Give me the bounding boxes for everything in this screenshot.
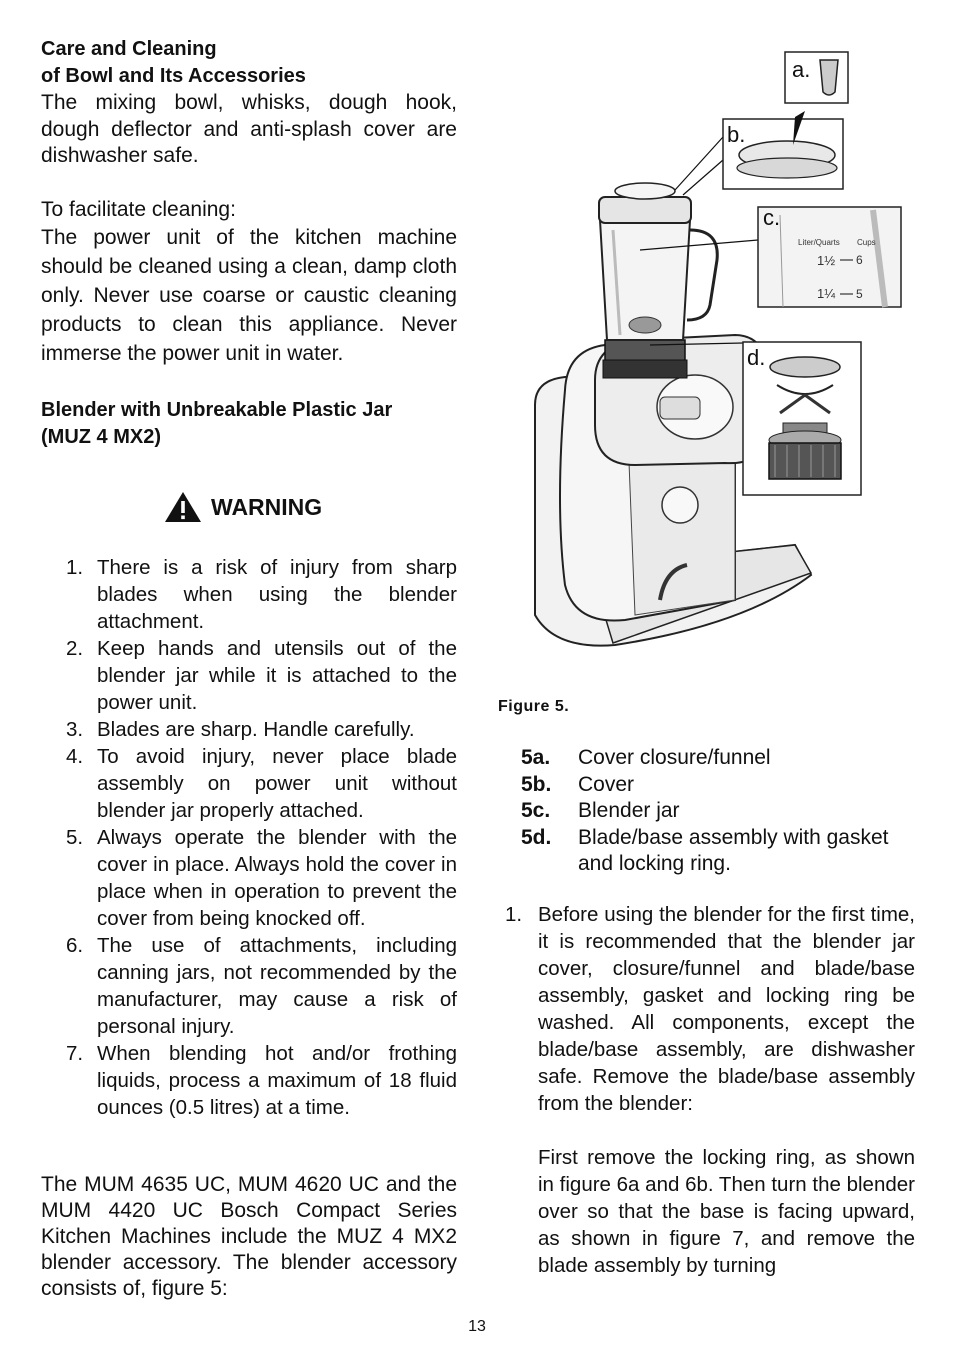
instruction-number: 1.: [505, 903, 523, 926]
part-row: 5c. Blender jar: [521, 799, 680, 822]
care-heading-line2: of Bowl and Its Accessories: [41, 64, 306, 87]
warning-item: 1. There is a risk of injury from sharp blades when using the blender attachment.: [66, 556, 457, 633]
warning-item: 6. The use of attachments, including canning jars, not recommended by the manufacturer, may cause a risk of personal injury.: [66, 934, 457, 1038]
blender-figure: [495, 45, 915, 655]
instruction-item: [505, 901, 915, 1279]
care-heading-line1: Care and Cleaning: [41, 38, 217, 60]
jar-scale-mark1-cups: 6: [856, 253, 863, 267]
jar-scale-cups: Cups: [857, 238, 876, 247]
blender-heading-line1: Blender with Unbreakable Plastic Jar: [41, 399, 393, 421]
warning-list: [41, 554, 457, 1121]
warning-item: 7. When blending hot and/or frothing liquids, process a maximum of 18 fluid ounces (0.5 litres) at a time.: [66, 1042, 457, 1119]
part-row: 5a. Cover closure/funnel: [521, 746, 771, 769]
warning-item: 5. Always operate the blender with the cover in place. Always hold the cover in place when in operation to prevent the cover from being knocked off.: [66, 826, 457, 930]
blender-heading: [41, 397, 457, 450]
warning-header: [163, 490, 322, 524]
models-paragraph: The MUM 4635 UC, MUM 4620 UC and the MUM 4420 UC Bosch Compact Series Kitchen Machines include the MUZ 4 MX2 blender accessory. The blender accessory consists of, figure 5:: [41, 1173, 457, 1300]
part-row: 5d. Blade/base assembly with gasket and locking ring.: [521, 825, 889, 875]
warning-item: 3. Blades are sharp. Handle carefully.: [66, 718, 415, 741]
part-row: 5b. Cover: [521, 772, 635, 796]
callout-d-label: d.: [747, 345, 766, 370]
instructions: [505, 901, 915, 1279]
warning-item: 4. To avoid injury, never place blade assembly on power unit without blender jar properly attached.: [66, 745, 457, 822]
parts-list: [521, 745, 921, 878]
jar-scale-mark2: 1¼: [817, 286, 836, 301]
warning-item: 2. Keep hands and utensils out of the blender jar while it is attached to the power unit.: [66, 637, 457, 714]
warning-triangle-icon: [163, 490, 203, 524]
callout-a-label: a.: [792, 57, 811, 82]
figure-caption: Figure 5.: [498, 698, 570, 715]
page-number: 13: [468, 1318, 486, 1335]
callout-c-label: c.: [763, 205, 781, 230]
warning-label: WARNING: [211, 493, 323, 520]
jar-scale-mark2-cups: 5: [856, 287, 863, 301]
facilitate-label: To facilitate cleaning:: [41, 198, 236, 221]
care-heading: [41, 36, 457, 89]
instruction-paragraph-1: Before using the blender for the first time, it is recommended that the blender jar cover, closure/funnel and blade/base assembly, gasket and locking ring be washed. All components, except the blade/base assembly, are dishwasher safe. Remove the blade/base assembly from the blender:: [538, 903, 915, 1115]
jar-scale-mark1: 1½: [817, 253, 836, 268]
blender-heading-line2: (MUZ 4 MX2): [41, 425, 161, 448]
jar-scale-units: Liter/Quarts: [798, 238, 840, 247]
callout-b-label: b.: [727, 122, 746, 147]
care-paragraph-2: The power unit of the kitchen machine should be cleaned using a clean, damp cloth only. Never use coarse or caustic cleaning products to clean this appliance. Never immerse the power unit in water.: [41, 226, 457, 365]
instruction-paragraph-2: First remove the locking ring, as shown in figure 6a and 6b. Then turn the blender over so that the base is facing upward, as shown in figure 7, and remove the blade assembly by turning: [538, 1146, 915, 1277]
care-paragraph-1: The mixing bowl, whisks, dough hook, dough deflector and anti-splash cover are dishwasher safe.: [41, 91, 457, 167]
